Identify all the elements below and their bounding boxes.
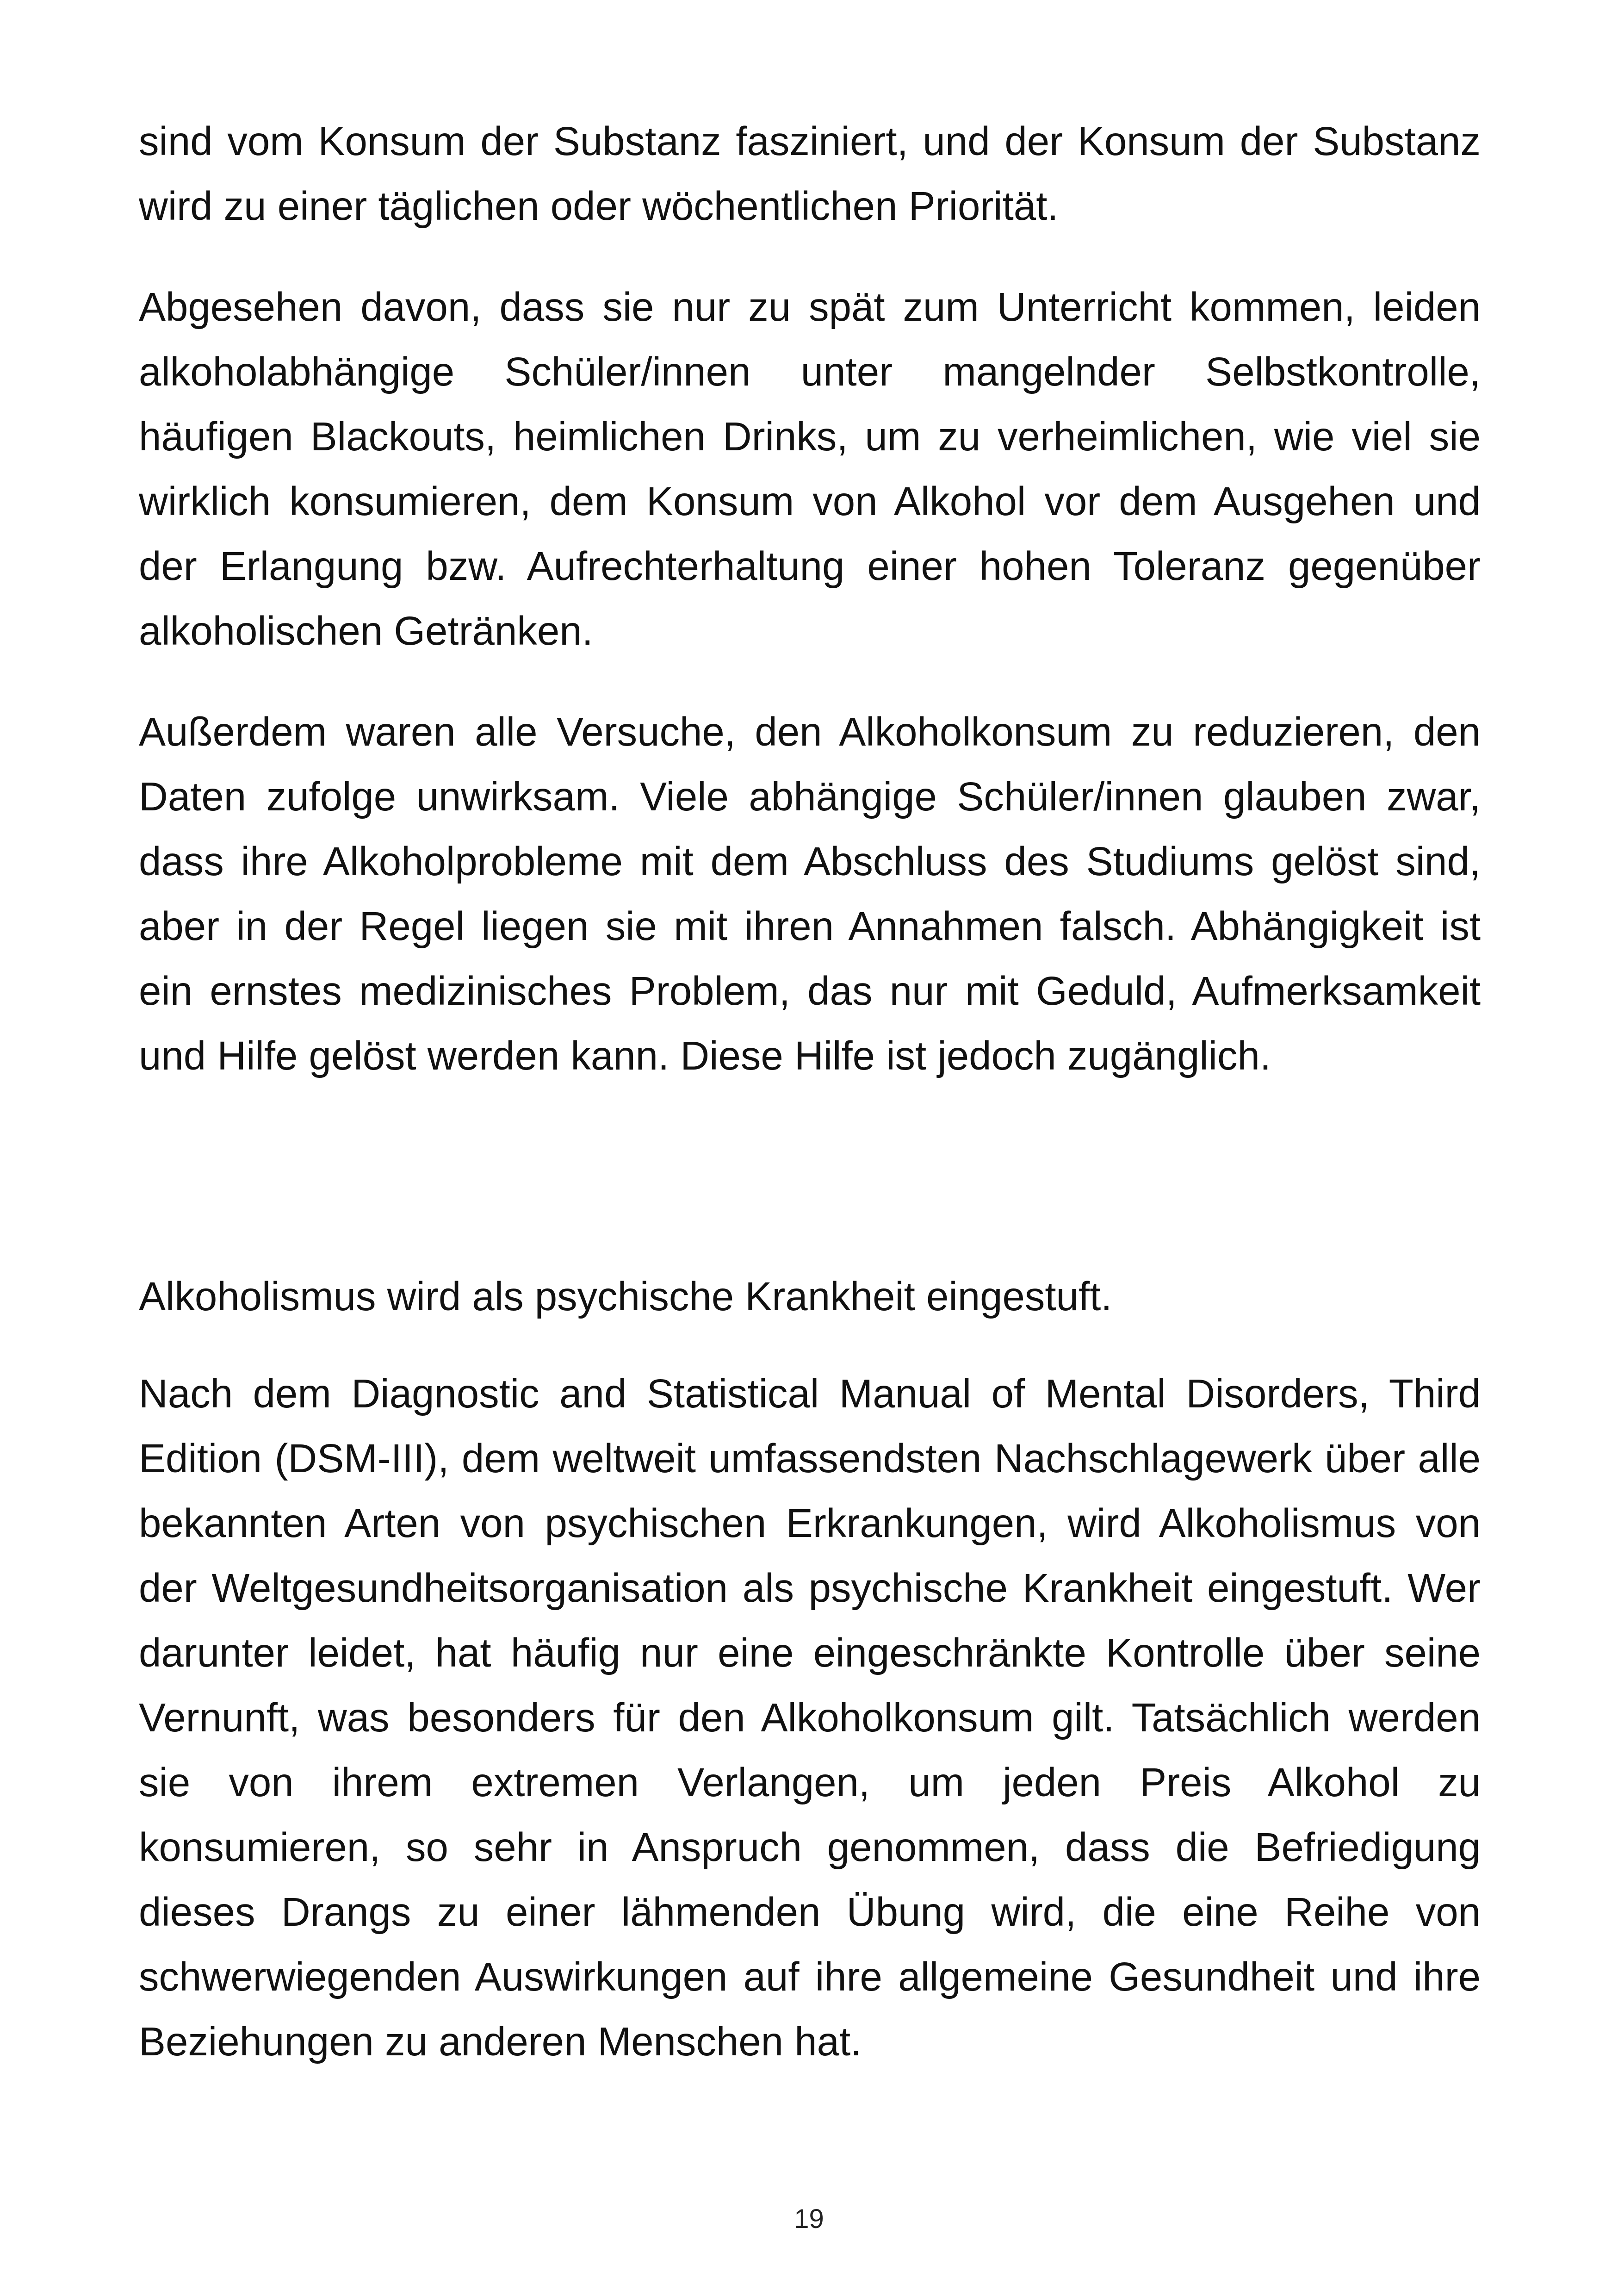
section-spacer — [139, 1089, 1481, 1264]
paragraph-3: Außerdem waren alle Versuche, den Alkoholkonsum zu reduzieren, den Daten zufolge unwirksam. Viele abhängige Schüler/innen glauben zwar, dass ihre Alkoholprobleme mit dem Abschluss des Studiums gelöst sind, aber in der Regel liegen sie mit ihren Annahmen falsch. Abhängigkeit ist ein ernstes medizinisches Problem, das nur mit Geduld, Aufmerksamkeit und Hilfe gelöst werden kann. Diese Hilfe ist jedoch zugänglich. — [139, 709, 1481, 1078]
page-number: 19 — [794, 2204, 824, 2234]
page-body — [139, 109, 1481, 2110]
section-heading: Alkoholismus wird als psychische Krankheit eingestuft. — [139, 1274, 1112, 1319]
paragraph-1: sind vom Konsum der Substanz fasziniert, und der Konsum der Substanz wird zu einer täglichen oder wöchentlichen Priorität. — [139, 119, 1481, 229]
paragraph-4: Nach dem Diagnostic and Statistical Manual of Mental Disorders, Third Edition (DSM-III), dem weltweit umfassendsten Nachschlagewerk über alle bekannten Arten von psychischen Erkrankungen, wird Alkoholismus von der Weltgesundheitsorganisation als psychische Krankheit eingestuft. Wer darunter leidet, hat häufig nur eine eingeschränkte Kontrolle über seine Vernunft, was besonders für den Alkoholkonsum gilt. Tatsächlich werden sie von ihrem extremen Verlangen, um jeden Preis Alkohol zu konsumieren, so sehr in Anspruch genommen, dass die Befriedigung dieses Drangs zu einer lähmenden Übung wird, die eine Reihe von schwerwiegenden Auswirkungen auf ihre allgemeine Gesundheit und ihre Beziehungen zu anderen Menschen hat. — [139, 1371, 1481, 2064]
paragraph-2: Abgesehen davon, dass sie nur zu spät zum Unterricht kommen, leiden alkoholabhängige Schüler/innen unter mangelnder Selbstkontrolle, häufigen Blackouts, heimlichen Drinks, um zu verheimlichen, wie viel sie wirklich konsumieren, dem Konsum von Alkohol vor dem Ausgehen und der Erlangung bzw. Aufrechterhaltung einer hohen Toleranz gegenüber alkoholischen Getränken. — [139, 285, 1481, 653]
